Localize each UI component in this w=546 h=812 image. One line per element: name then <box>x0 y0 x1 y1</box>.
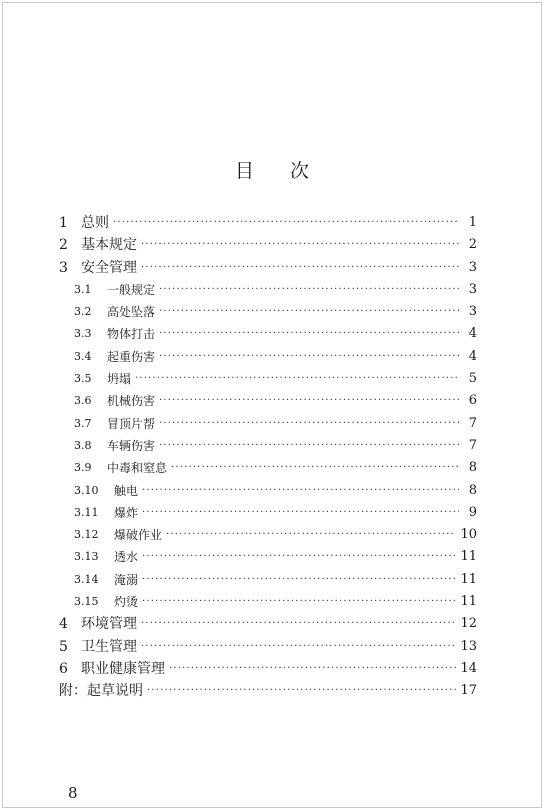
toc-entry-label: 坍塌 <box>107 372 132 387</box>
toc-entry-page: 13 <box>460 638 477 654</box>
toc-entry-page: 17 <box>460 683 477 699</box>
toc-entry[interactable] <box>59 435 477 457</box>
toc-entry-page: 4 <box>468 348 477 364</box>
toc-entry-number: 3.1 <box>74 282 92 296</box>
toc-leader-dots <box>142 480 459 502</box>
toc-leader-dots <box>171 457 459 479</box>
toc-entry-page: 12 <box>460 616 477 632</box>
toc-entry-page: 6 <box>468 393 477 409</box>
toc-entry[interactable] <box>59 569 477 591</box>
toc-leader-dots <box>113 212 459 234</box>
toc-entry[interactable] <box>59 502 477 524</box>
toc-entry-number: 1 <box>59 215 68 231</box>
toc-entry[interactable] <box>59 524 477 546</box>
toc-entry-page: 7 <box>468 415 477 431</box>
toc-entry-label: 爆破作业 <box>114 528 163 543</box>
toc-leader-dots <box>142 569 456 591</box>
toc-entry-label: 透水 <box>114 550 139 565</box>
toc-entry-label: 灼烫 <box>114 595 139 610</box>
toc-entry[interactable] <box>59 234 477 256</box>
toc-entry-page: 11 <box>460 594 477 610</box>
toc-entry-label: 卫生管理 <box>81 638 137 655</box>
toc-entry[interactable] <box>59 658 477 680</box>
toc-leader-dots <box>159 279 459 301</box>
toc-entry[interactable] <box>59 323 477 345</box>
toc-entry[interactable] <box>59 613 477 635</box>
toc-entry[interactable] <box>59 591 477 613</box>
toc-leader-dots <box>142 502 459 524</box>
toc-leader-dots <box>147 680 456 702</box>
toc-entry-number: 6 <box>59 660 68 677</box>
toc-entry-number: 2 <box>59 237 68 254</box>
toc-entry[interactable] <box>59 413 477 435</box>
toc-entry-number: 3.6 <box>74 394 92 408</box>
toc-entry-label: 淹溺 <box>114 572 139 587</box>
toc-entry-number: 3.10 <box>74 483 99 497</box>
toc-entry-page: 11 <box>460 571 477 587</box>
toc-entry-label: 机械伤害 <box>107 394 156 409</box>
toc-entry-number: 3 <box>59 259 68 276</box>
toc-entry-page: 11 <box>460 549 477 565</box>
toc-entry-page: 3 <box>468 259 477 275</box>
toc-leader-dots <box>141 257 459 279</box>
toc-entry[interactable] <box>59 301 477 323</box>
toc-entry-page: 4 <box>468 326 477 342</box>
toc-entry-label: 高处坠落 <box>107 305 156 320</box>
toc-entry-label: 冒顶片帮 <box>107 416 156 431</box>
toc-entry-label: 车辆伤害 <box>107 438 156 453</box>
toc-leader-dots <box>141 613 456 635</box>
toc-entry-label: 环境管理 <box>81 616 137 633</box>
toc-leader-dots <box>159 323 459 345</box>
toc-leader-dots <box>159 346 459 368</box>
toc-leader-dots <box>169 658 456 680</box>
toc-entry-page: 5 <box>468 371 477 387</box>
toc-entry-page: 8 <box>468 482 477 498</box>
toc-entry[interactable] <box>59 212 477 234</box>
toc-entry-number: 3.13 <box>74 550 99 564</box>
toc-leader-dots <box>159 435 459 457</box>
toc-entry[interactable] <box>59 390 477 412</box>
toc-entry-number: 3.15 <box>74 595 99 609</box>
toc-entry-number: 3.9 <box>74 461 92 475</box>
toc-entry[interactable] <box>59 636 477 658</box>
toc-entry[interactable] <box>59 257 477 279</box>
toc-entry-page: 14 <box>460 660 477 676</box>
title-char-2: 次 <box>290 160 312 182</box>
toc-entry-label: 中毒和窒息 <box>107 461 168 476</box>
table-of-contents <box>59 212 477 703</box>
toc-leader-dots <box>159 301 459 323</box>
toc-entry-page: 3 <box>468 304 477 320</box>
toc-entry-label: 爆炸 <box>114 505 139 520</box>
toc-entry-label: 附：起草说明 <box>59 683 143 700</box>
toc-leader-dots <box>135 368 459 390</box>
toc-entry-label: 基本规定 <box>81 237 137 254</box>
toc-entry-number: 3.7 <box>74 416 92 430</box>
toc-entry-label: 总则 <box>81 215 109 231</box>
toc-entry-page: 8 <box>468 460 477 476</box>
toc-leader-dots <box>166 524 456 546</box>
toc-entry-label: 起重伤害 <box>107 349 156 364</box>
toc-entry-number: 3.4 <box>74 349 92 363</box>
toc-leader-dots <box>159 413 459 435</box>
toc-entry-page: 1 <box>468 215 477 230</box>
toc-entry[interactable] <box>59 680 477 702</box>
toc-entry[interactable] <box>59 279 477 301</box>
toc-entry-page: 2 <box>468 237 477 253</box>
toc-entry[interactable] <box>59 480 477 502</box>
toc-leader-dots <box>142 546 456 568</box>
toc-entry-page: 3 <box>468 281 477 297</box>
toc-leader-dots <box>159 390 459 412</box>
toc-entry-page: 9 <box>468 504 477 520</box>
toc-entry-number: 3.5 <box>74 372 92 386</box>
toc-entry-page: 10 <box>460 527 477 543</box>
toc-entry-label: 一般规定 <box>107 282 156 297</box>
toc-entry-number: 3.11 <box>74 505 99 519</box>
toc-leader-dots <box>142 591 456 613</box>
toc-leader-dots <box>141 234 459 256</box>
toc-entry-number: 3.12 <box>74 528 99 542</box>
toc-entry-number: 3.3 <box>74 327 92 341</box>
toc-entry[interactable] <box>59 546 477 568</box>
page-title <box>0 156 546 183</box>
toc-entry-label: 职业健康管理 <box>81 660 165 677</box>
footer-page-number: 8 <box>68 784 78 802</box>
toc-entry-number: 3.2 <box>74 305 92 319</box>
toc-entry-label: 触电 <box>114 483 139 498</box>
toc-entry-page: 7 <box>468 437 477 453</box>
toc-entry-label: 安全管理 <box>81 259 137 276</box>
toc-entry[interactable] <box>59 457 477 479</box>
toc-entry-number: 3.8 <box>74 438 92 452</box>
toc-entry-number: 5 <box>59 638 68 655</box>
toc-entry[interactable] <box>59 368 477 390</box>
toc-entry-label: 物体打击 <box>107 327 156 342</box>
toc-entry-number: 3.14 <box>74 572 99 586</box>
title-char-1: 目 <box>234 160 256 182</box>
toc-entry[interactable] <box>59 346 477 368</box>
toc-leader-dots <box>141 636 456 658</box>
toc-entry-number: 4 <box>59 616 68 633</box>
